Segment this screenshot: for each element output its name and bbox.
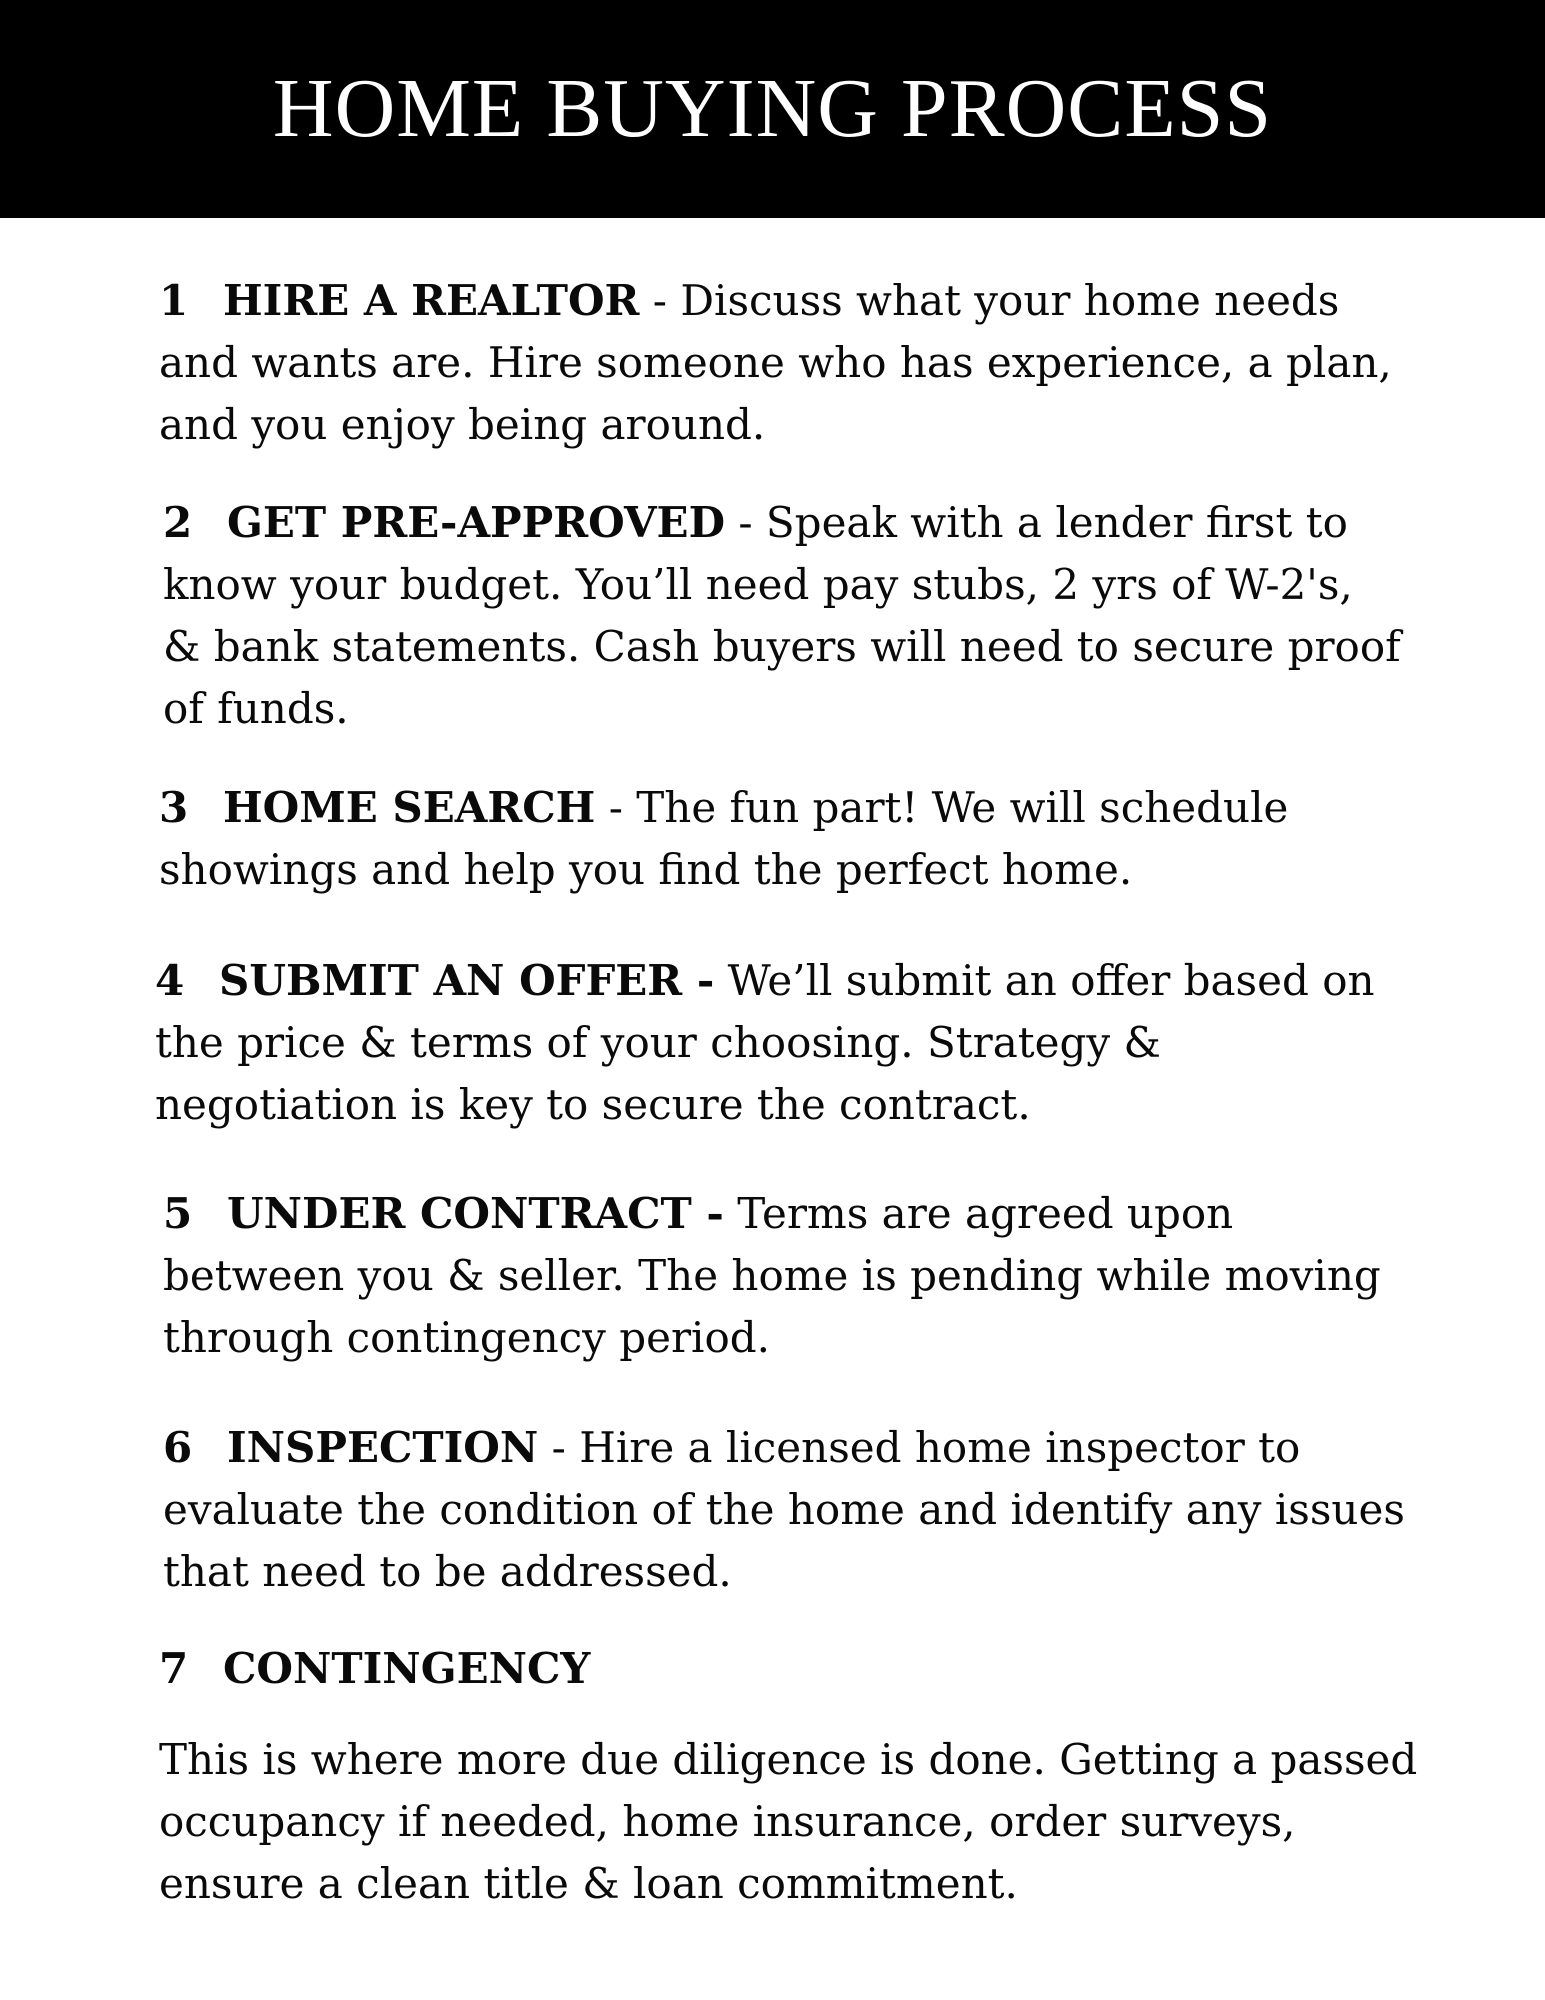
step-description: Speak with a lender first to know your budget. You’ll need pay stubs, 2 yrs of W-2's, & bank statements. Cash buyers will need to secure proof of funds. [163, 498, 1401, 733]
step-number: 3 [159, 783, 189, 832]
step-description: We’ll submit an offer based on the price & terms of your choosing. Strategy & negotiation is key to secure the contract. [155, 956, 1375, 1129]
step-home-search [159, 777, 1399, 901]
step-separator: - [538, 1423, 580, 1472]
step-title: UNDER CONTRACT - [227, 1189, 724, 1238]
step-description: Discuss what your home needs and wants are. Hire someone who has experience, a plan, and you enjoy being around. [159, 276, 1392, 449]
step-description: The fun part! We will schedule showings and help you find the perfect home. [159, 783, 1289, 894]
step-description: Terms are agreed upon between you & seller. The home is pending while moving through contingency period. [163, 1189, 1381, 1362]
step-separator [724, 1189, 737, 1238]
step-separator: - [725, 498, 766, 547]
step-description: Hire a licensed home inspector to evaluate the condition of the home and identify any issues that need to be addressed. [163, 1423, 1405, 1596]
step-inspection [163, 1417, 1413, 1603]
step-submit-an-offer [155, 950, 1405, 1136]
contingency-description: This is where more due diligence is done. Getting a passed occupancy if needed, home insurance, order surveys, ensure a clean title & loan commitment. [159, 1735, 1418, 1908]
step-separator [714, 956, 727, 1005]
step-get-pre-approved [163, 492, 1403, 740]
step-separator: - [595, 783, 637, 832]
step-title: SUBMIT AN OFFER - [219, 956, 715, 1005]
page-header [0, 0, 1545, 218]
step-number: 1 [159, 276, 189, 325]
step-title: GET PRE-APPROVED [227, 498, 725, 547]
step-number: 6 [163, 1423, 193, 1472]
step-contingency [159, 1638, 1409, 1700]
step-title: CONTINGENCY [223, 1644, 591, 1693]
step-number: 2 [163, 498, 193, 547]
step-title: HOME SEARCH [223, 783, 596, 832]
step-title: HIRE A REALTOR [223, 276, 640, 325]
step-number: 7 [159, 1644, 189, 1693]
page-title: HOME BUYING PROCESS [272, 62, 1273, 155]
step-separator: - [639, 276, 681, 325]
step-under-contract [163, 1183, 1413, 1369]
step-number: 5 [163, 1189, 193, 1238]
step-number: 4 [155, 956, 185, 1005]
step-title: INSPECTION [227, 1423, 539, 1472]
step-hire-a-realtor [159, 270, 1399, 456]
